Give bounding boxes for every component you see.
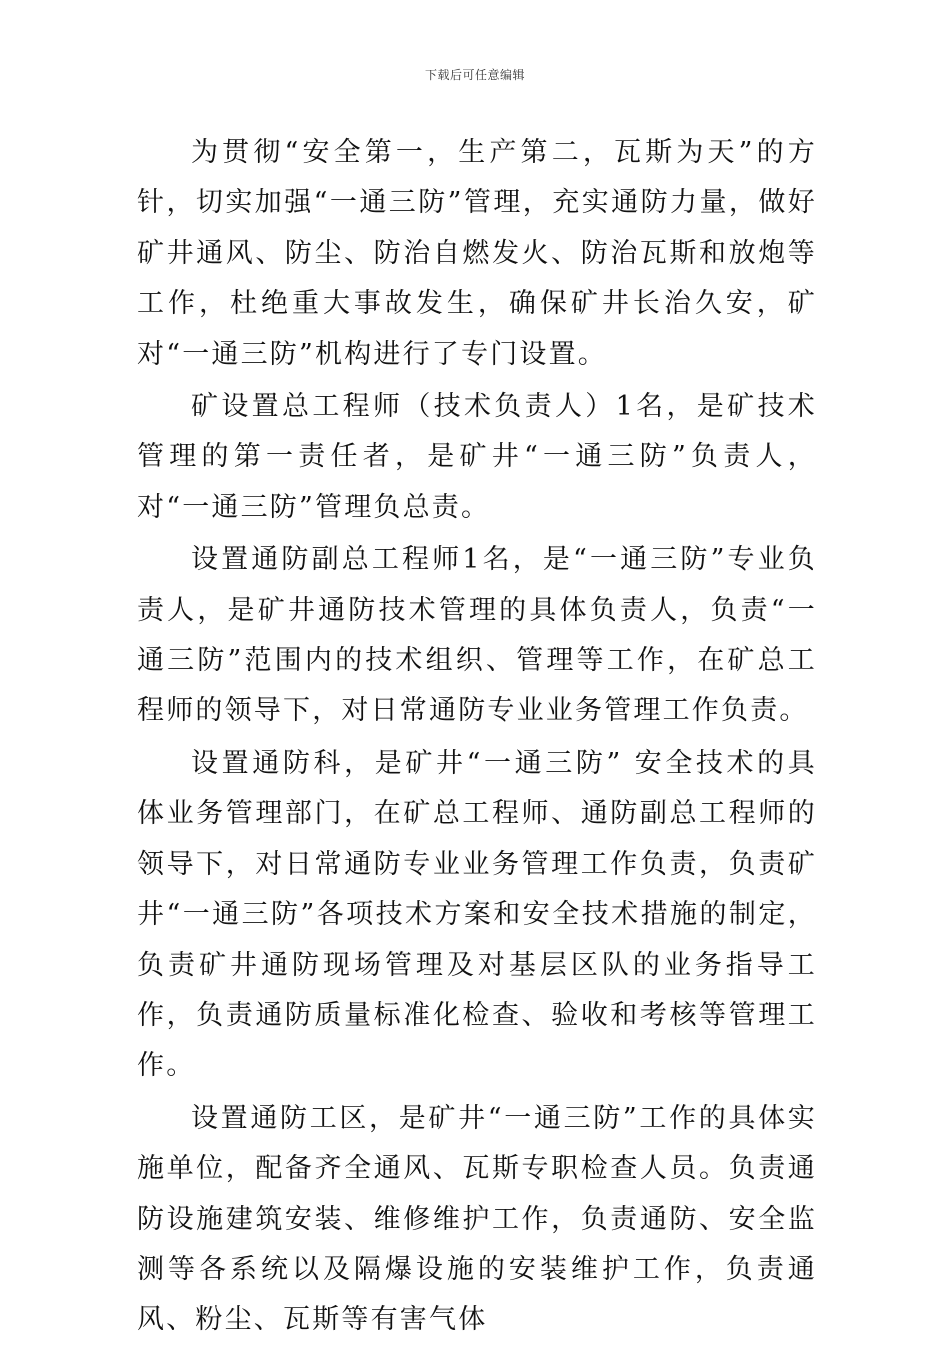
document-body — [137, 128, 817, 1348]
paragraph-1: 为贯彻“安全第一，生产第二，瓦斯为天”的方针，切实加强“一通三防”管理，充实通防力量，做好矿井通风、防尘、防治自燃发火、防治瓦斯和放炮等工作，杜绝重大事故发生，确保矿井长治久安，矿对“一通三防”机构进行了专门设置。 — [137, 137, 817, 370]
paragraph-3: 设置通防副总工程师1名，是“一通三防”专业负责人，是矿井通防技术管理的具体负责人，负责“一通三防”范围内的技术组织、管理等工作，在矿总工程师的领导下，对日常通防专业业务管理工作负责。 — [137, 544, 817, 727]
paragraph-5: 设置通防工区，是矿井“一通三防”工作的具体实施单位，配备齐全通风、瓦斯专职检查人员。负责通防设施建筑安装、维修维护工作，负责通防、安全监测等各系统以及隔爆设施的安装维护工作，负责通风、粉尘、瓦斯等有害气体 — [137, 1102, 817, 1336]
paragraph-2: 矿设置总工程师（技术负责人）1名，是矿技术管理的第一责任者，是矿井“一通三防”负责人，对“一通三防”管理负总责。 — [137, 391, 817, 523]
header-note: 下载后可任意编辑 — [424, 68, 525, 82]
paragraph-4: 设置通防科，是矿井“一通三防” 安全技术的具体业务管理部门，在矿总工程师、通防副总工程师的领导下，对日常通防专业业务管理工作负责，负责矿井“一通三防”各项技术方案和安全技术措施的制定，负责矿井通防现场管理及对基层区队的业务指导工作，负责通防质量标准化检查、验收和考核等管理工作。 — [137, 747, 817, 1082]
